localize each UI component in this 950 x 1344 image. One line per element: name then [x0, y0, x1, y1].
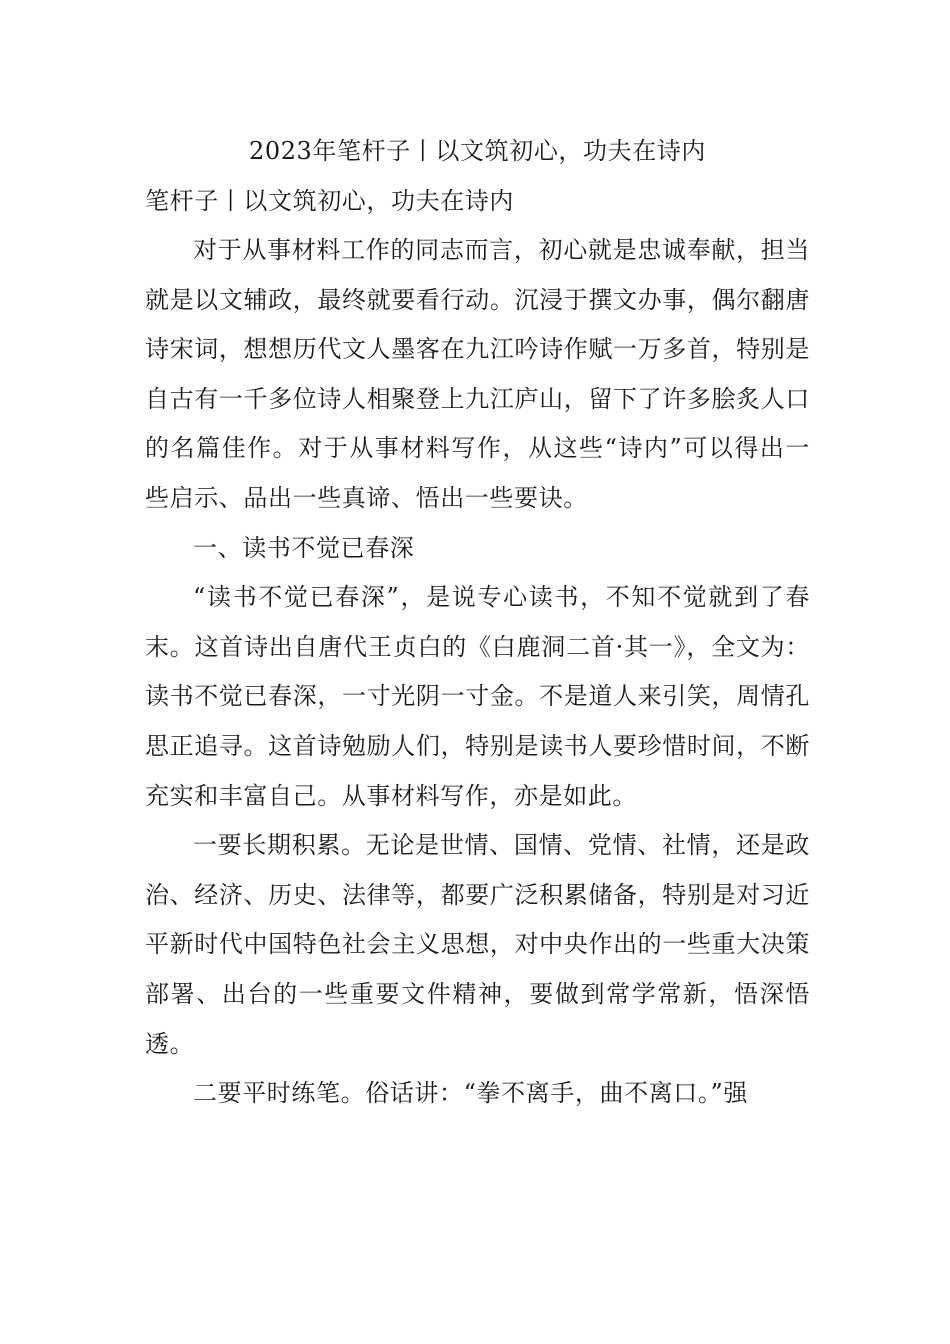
document-subtitle: 笔杆子丨以文筑初心，功夫在诗内	[145, 187, 514, 215]
document-body	[145, 126, 810, 1119]
paragraph-poem: “读书不觉已春深”，是说专心读书，不知不觉就到了春末。这首诗出自唐代王贞白的《白鹿洞二首·其一》，全文为：读书不觉已春深，一寸光阴一寸金。不是道人来引笑，周情孔思正追寻。这首诗勉励人们，特别是读书人要珍惜时间，不断充实和丰富自己。从事材料写作，亦是如此。	[145, 583, 810, 810]
section-heading-1: 一、读书不觉已春深	[193, 533, 415, 562]
paragraph-intro: 对于从事材料工作的同志而言，初心就是忠诚奉献，担当就是以文辅政，最终就要看行动。沉浸于撰文办事，偶尔翻唐诗宋词，想想历代文人墨客在九江吟诗作赋一万多首，特别是自古有一千多位诗人相聚登上九江庐山，留下了许多脍炙人口的名篇佳作。对于从事材料写作，从这些“诗内”可以得出一些启示、品出一些真谛、悟出一些要诀。	[145, 236, 810, 512]
paragraph-point-2: 二要平时练笔。俗话讲：“拳不离手，曲不离口。”强	[193, 1079, 748, 1108]
paragraph-point-1: 一要长期积累。无论是世情、国情、党情、社情，还是政治、经济、历史、法律等，都要广泛积累储备，特别是对习近平新时代中国特色社会主义思想，对中央作出的一些重大决策部署、出台的一些重要文件精神，要做到常学常新，悟深悟透。	[145, 831, 810, 1058]
document-title: 2023年笔杆子丨以文筑初心，功夫在诗内	[248, 137, 707, 165]
